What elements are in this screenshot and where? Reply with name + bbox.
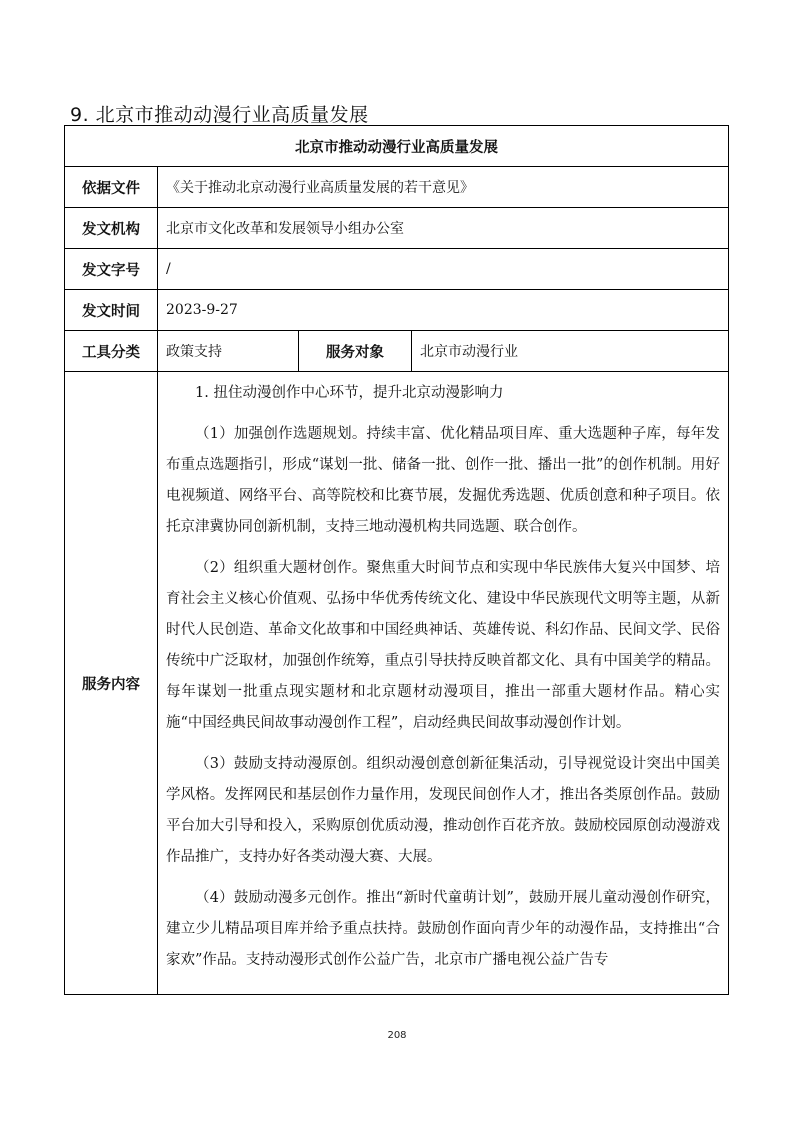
target-label: 服务对象 bbox=[299, 331, 412, 372]
tool-type-value: 政策支持 bbox=[158, 331, 299, 372]
content-paragraph-1: 1. 扭住动漫创作中心环节，提升北京动漫影响力 bbox=[195, 385, 504, 401]
table-title: 北京市推动动漫行业高质量发展 bbox=[65, 126, 729, 167]
target-value: 北京市动漫行业 bbox=[412, 331, 729, 372]
page-number: 208 bbox=[387, 1030, 407, 1041]
doc-number-label: 发文字号 bbox=[65, 249, 158, 290]
doc-number-value: / bbox=[158, 249, 729, 290]
content-body bbox=[158, 372, 729, 995]
issuer-value: 北京市文化改革和发展领导小组办公室 bbox=[158, 208, 729, 249]
content-paragraph-2: （1）加强创作选题规划。持续丰富、优化精品项目库、重大选题种子库，每年发布重点选题指引，形成“谋划一批、储备一批、创作一批、播出一批”的创作机制。用好电视频道、网络平台、高等院校和比赛节展，发掘优秀选题、优质创意和种子项目。依托京津冀协同创新机制，支持三地动漫机构共同选题、联合创作。 bbox=[166, 426, 720, 535]
section-heading: 9. 北京市推动动漫行业高质量发展 bbox=[70, 104, 369, 126]
content-label: 服务内容 bbox=[65, 372, 158, 995]
policy-table bbox=[64, 125, 729, 995]
issue-date-label: 发文时间 bbox=[65, 290, 158, 331]
content-paragraph-5: （4）鼓励动漫多元创作。推出“新时代童萌计划”，鼓励开展儿童动漫创作研究，建立少儿精品项目库并给予重点扶持。鼓励创作面向青少年的动漫作品，支持推出“合家欢”作品。支持动漫形式创作公益广告，北京市广播电视公益广告专 bbox=[166, 890, 720, 968]
issuer-label: 发文机构 bbox=[65, 208, 158, 249]
tool-type-label: 工具分类 bbox=[65, 331, 158, 372]
content-paragraph-4: （3）鼓励支持动漫原创。组织动漫创意创新征集活动，引导视觉设计突出中国美学风格。发挥网民和基层创作力量作用，发现民间创作人才，推出各类原创作品。鼓励平台加大引导和投入，采购原创优质动漫，推动创作百花齐放。鼓励校园原创动漫游戏作品推广，支持办好各类动漫大赛、大展。 bbox=[166, 756, 720, 865]
content-paragraph-3: （2）组织重大题材创作。聚焦重大时间节点和实现中华民族伟大复兴中国梦、培育社会主义核心价值观、弘扬中华优秀传统文化、建设中华民族现代文明等主题，从新时代人民创造、革命文化故事和中国经典神话、英雄传说、科幻作品、民间文学、民俗传统中广泛取材，加强创作统筹，重点引导扶持反映首都文化、具有中国美学的精品。每年谋划一批重点现实题材和北京题材动漫项目，推出一部重大题材作品。精心实施“中国经典民间故事动漫创作工程”，启动经典民间故事动漫创作计划。 bbox=[166, 560, 720, 731]
basis-label: 依据文件 bbox=[65, 167, 158, 208]
basis-value: 《关于推动北京动漫行业高质量发展的若干意见》 bbox=[158, 167, 729, 208]
issue-date-value: 2023-9-27 bbox=[158, 290, 729, 331]
